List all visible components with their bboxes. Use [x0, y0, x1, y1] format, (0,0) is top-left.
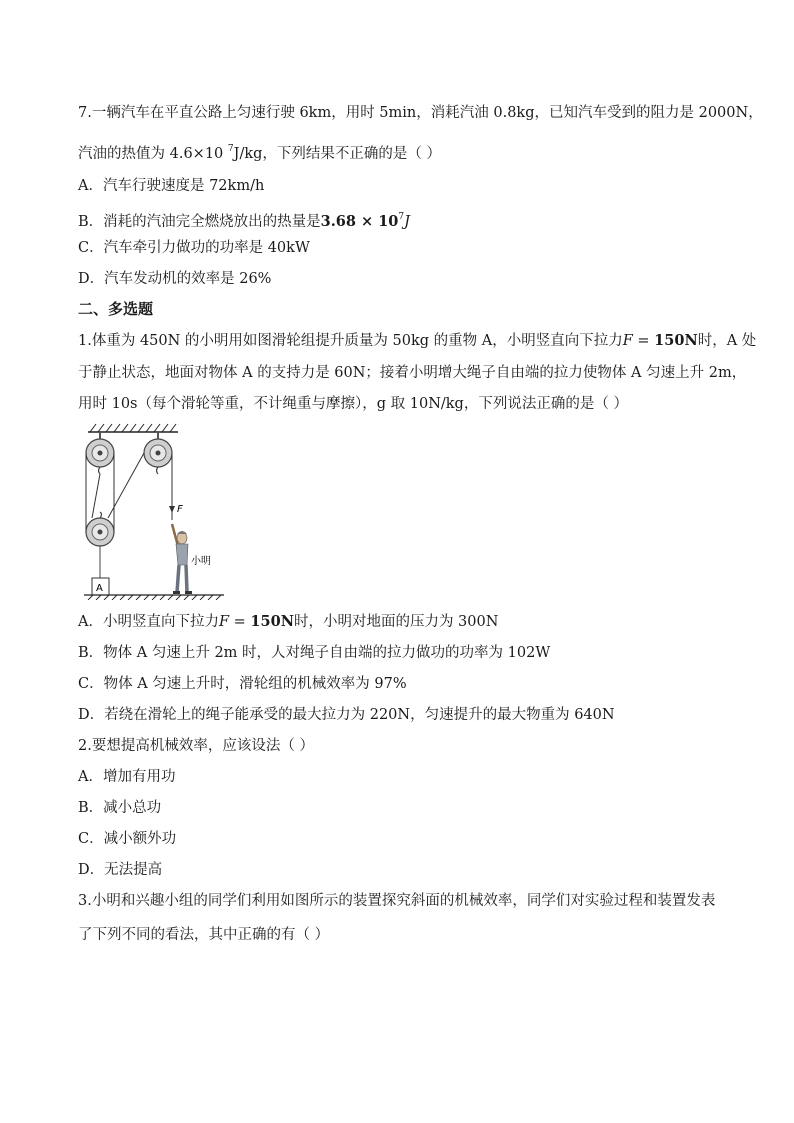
- q7-option-b-math: $3.68 \times 10^7J$: [320, 212, 410, 230]
- q7-option-d: D．汽车发动机的效率是 26%: [78, 271, 272, 287]
- q1-stem-line1-post: 时，A 处: [697, 333, 757, 349]
- q7-exponent: 7: [227, 144, 234, 154]
- q2-option-a: A．增加有用功: [78, 769, 176, 785]
- q1-stem-math: F = 150N: [622, 332, 698, 349]
- q7-option-a: A．汽车行驶速度是 72km/h: [78, 178, 265, 194]
- q1-stem-line2: 于静止状态，地面对物体 A 的支持力是 60N；接着小明增大绳子自由端的拉力使物体 A 匀速上升 2m，: [78, 365, 747, 381]
- q7-stem-line2: [78, 139, 441, 164]
- ground: [84, 595, 224, 600]
- person-figure: [172, 524, 192, 594]
- q2-option-b: B．减小总功: [78, 800, 162, 816]
- pulley-diagram: [84, 420, 234, 600]
- person-label: 小明: [191, 556, 211, 567]
- movable-pulley: [86, 512, 114, 578]
- fixed-pulley-right: [144, 432, 172, 474]
- q1-option-c: C．物体 A 匀速上升时，滑轮组的机械效率为 97%: [78, 676, 407, 692]
- q1-stem-line3: 用时 10s（每个滑轮等重，不计绳重与摩擦），g 取 10N/kg，下列说法正确的是（ ）: [78, 396, 628, 412]
- q7-stem-line2-post: J/kg，下列结果不正确的是（ ）: [233, 146, 441, 162]
- q7-stem-line1: 7.一辆汽车在平直公路上匀速行驶 6km，用时 5min，消耗汽油 0.8kg，已知汽车受到的阻力是 2000N，: [78, 105, 763, 121]
- q2-stem: 2.要想提高机械效率，应该设法（ ）: [78, 738, 314, 754]
- section-heading: 二、多选题: [78, 300, 154, 318]
- q1-option-a-post: 时，小明对地面的压力为 300N: [293, 614, 499, 630]
- fixed-pulley-left: [86, 432, 114, 474]
- q1-option-a: [78, 612, 498, 632]
- q7-stem-line2-pre: 汽油的热值为 4.6×10: [78, 146, 228, 162]
- q3-stem-line1: 3.小明和兴趣小组的同学们利用如图所示的装置探究斜面的机械效率，同学们对实验过程和装置发表: [78, 893, 716, 909]
- q1-option-a-math: F = 150N: [218, 613, 294, 630]
- q1-stem-line1-pre: 1.体重为 450N 的小明用如图滑轮组提升质量为 50kg 的重物 A，小明竖直向下拉力: [78, 333, 623, 349]
- q1-option-a-pre: A．小明竖直向下拉力: [78, 614, 219, 630]
- q3-stem-line2: 了下列不同的看法，其中正确的有（ ）: [78, 927, 330, 943]
- q2-option-d: D．无法提高: [78, 862, 163, 878]
- force-label: F: [177, 504, 183, 515]
- q1-option-d: D．若绕在滑轮上的绳子能承受的最大拉力为 220N，匀速提升的最大物重为 640N: [78, 707, 615, 723]
- ceiling: [88, 424, 178, 432]
- q7-option-b-text: B．消耗的汽油完全燃烧放出的热量是: [78, 214, 321, 230]
- q7-option-b: [78, 207, 410, 232]
- block-label: A: [96, 583, 103, 594]
- q2-option-c: C．减小额外功: [78, 831, 177, 847]
- force-arrow: [169, 480, 175, 513]
- q1-option-b: B．物体 A 匀速上升 2m 时，人对绳子自由端的拉力做功的功率为 102W: [78, 645, 551, 661]
- q7-option-c: C．汽车牵引力做功的功率是 40kW: [78, 240, 310, 256]
- q1-stem-line1: [78, 331, 756, 351]
